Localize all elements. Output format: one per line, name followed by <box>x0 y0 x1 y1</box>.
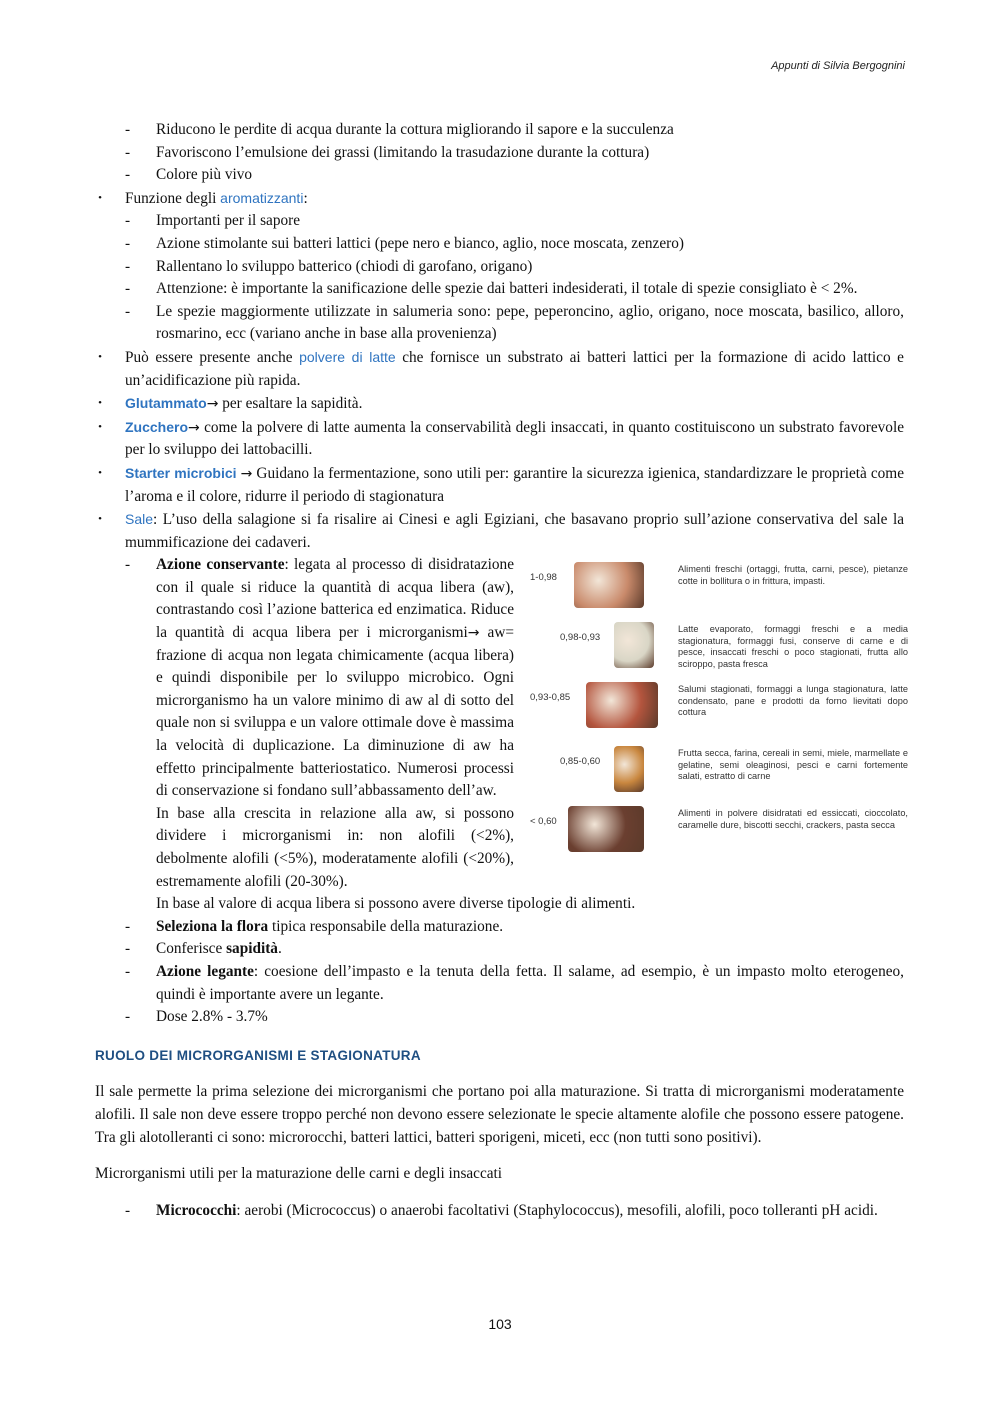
list-item: - Azione legante: coesione dell’impasto e la tenuta della fetta. Il salame, ad esempio, è un impasto molto eterogeneo, quindi è importante avere un legante. <box>125 962 904 1003</box>
bullet-item-zucchero: • Zucchero→ come la polvere di latte aumenta la conservabilità degli insaccati, in quanto costituiscono un substrato favorevole per lo sviluppo dei lattobacilli. <box>95 416 904 462</box>
term-bold: Azione legante <box>156 962 254 980</box>
bullet-icon: • <box>98 466 102 479</box>
aw-category-row <box>528 620 908 676</box>
highlight-term: polvere di latte <box>299 348 396 365</box>
dash-marker: - <box>125 280 131 298</box>
dash-marker: - <box>125 121 131 138</box>
list-item: - Riducono le perdite di acqua durante la cottura migliorando il sapore e la succulenza <box>95 119 904 142</box>
aw-category-row <box>528 680 908 736</box>
aw-range-label: 0,93-0,85 <box>530 692 571 704</box>
document-body <box>95 119 908 1222</box>
fresh-cheese-photo-icon <box>614 622 654 668</box>
dash-marker: - <box>125 234 131 252</box>
list-item: - Importanti per il sapore <box>95 210 904 233</box>
dash-marker: - <box>125 257 131 275</box>
aw-category-description: Frutta secca, farina, cereali in semi, miele, marmellate e gelatine, semi oleaginosi, pesci e carni fortemente salati, estratto di carne <box>678 748 908 782</box>
aw-range-label: 0,98-0,93 <box>560 632 601 644</box>
aw-range-label: < 0,60 <box>530 816 557 828</box>
biscuits-photo-icon <box>568 806 644 852</box>
highlight-term: Zucchero <box>125 418 189 435</box>
bullet-icon: • <box>98 420 102 433</box>
paragraph: Microrganismi utili per la maturazione delle carni e degli insaccati <box>95 1165 503 1183</box>
dash-marker: - <box>125 1008 131 1026</box>
bullet-icon: • <box>98 397 102 410</box>
aw-category-row <box>528 560 908 616</box>
dash-marker: - <box>125 1201 131 1219</box>
dash-marker: - <box>125 166 131 184</box>
cured-meats-photo-icon <box>586 682 658 728</box>
aw-range-label: 1-0,98 <box>530 572 557 584</box>
highlight-term: Glutammato <box>125 395 207 412</box>
page-number: 103 <box>488 1316 512 1332</box>
paragraph: Il sale permette la prima selezione dei microrganismi che portano poi alla maturazione. Si tratta di microrganismi moderatamente alofili. Il sale non deve essere troppo perché non devono essere selezionate le specie altamente alofile che possono essere patogene. Tra gli alotolleranti ci sono: microrocchi, batteri lattici, batteri sporigeni, miceti, ecc (non tutti sono positivi). <box>95 1083 904 1146</box>
page-header-author: Appunti di Silvia Bergognini <box>771 60 905 72</box>
aw-range-label: 0,85-0,60 <box>560 756 601 768</box>
fresh-food-photo-icon <box>574 562 644 608</box>
list-item: - Seleziona la flora tipica responsabile della maturazione. <box>95 916 904 939</box>
highlight-term: Sale <box>125 511 154 528</box>
aw-category-description: Salumi stagionati, formaggi a lunga stagionatura, latte condensato, pane e prodotti da forno lievitati dopo cottura <box>678 684 908 718</box>
list-item: - Colore più vivo <box>95 164 904 187</box>
bullet-icon: • <box>98 350 102 363</box>
dash-marker: - <box>125 212 131 230</box>
bullet-item-polvere-di-latte: • Può essere presente anche polvere di latte che fornisce un substrato ai batteri lattici per la formazione di acido lattico e un’acidificazione più rapida. <box>95 346 904 392</box>
list-item-azione-conservante: - 1-0,98 Alimenti freschi (ortaggi, frutta, carni, pesce), pietanze cotte in bollitura o in frittura, impasti. 0,98-0,93 Latte evaporato, formaggi freschi e a media stagionatura, formaggi fusi, conserve di carne e di pesce, insaccati freschi o poco stagionati, frutta allo sciroppo, pasta fresca 0,93-0,85 Salumi stagionati, formaggi a lunga stagionatura, latte condensato, pane e prodotti da forno lievitati dopo cottura 0,85-0,60 Frutta secca, farina, cereali in semi, miele, marmellate e gelatine, semi oleaginosi, pesci e carni fortemente salati, estratto di carne < 0,60 Alimenti in polvere disidratati ed essiccati, cioccolato, caramelle dure, biscotti secchi, crackers, pasta secca Azione conservante: legata al processo di disidratazione con il quale si riduce la quantità di acqua libera (aw), contrastando così l’azione batterica ed enzimatica. Riduce la quantità di acqua libera per i microrganismi→ aw= frazione di acqua non legata chimicamente (acqua libera) e quindi disponibile per lo sviluppo microbico. Ogni microrganismo ha un valore minimo di aw al di sotto del quale non si sviluppa e un valore ottimale dove è massima la velocità di duplicazione. La diminuzione di aw ha effetto principalmente batteriostatico. Numerosi processi di conservazione si fondano sull’abbassamento dell’aw. In base alla crescita in relazione alla aw, si possono dividere i microrganismi in: non alofili (<2%), debolmente alofili (<5%), moderatamente alofili (<20%), estremamente alofili (20-30%). In base al valore di acqua libera si possono avere diverse tipologie di alimenti. <box>125 556 908 913</box>
list-item: - Rallentano lo sviluppo batterico (chiodi di garofano, origano) <box>95 256 904 279</box>
list-item-micrococchi: - Micrococchi: aerobi (Micrococcus) o anaerobi facoltativi (Staphylococcus), mesofili, alofili, poco tolleranti pH acidi. <box>95 1200 904 1223</box>
term-bold: Seleziona la flora <box>156 917 269 935</box>
dash-marker: - <box>125 962 131 980</box>
list-item: - Le spezie maggiormente utilizzate in salumeria sono: pepe, peperoncino, aglio, origano, noce moscata, basilico, alloro, rosmarino, ecc (variano anche in base alla provenienza) <box>125 302 904 343</box>
highlight-term: aromatizzanti <box>220 189 304 206</box>
list-item: - Favoriscono l’emulsione dei grassi (limitando la trasudazione durante la cottura) <box>95 142 904 165</box>
aw-category-description: Alimenti in polvere disidratati ed essiccati, cioccolato, caramelle dure, biscotti secchi, crackers, pasta secca <box>678 808 908 830</box>
bullet-item-aromatizzanti: • Funzione degli aromatizzanti: <box>95 187 904 211</box>
term-bold: Micrococchi <box>156 1201 237 1219</box>
list-item: - Azione stimolante sui batteri lattici (pepe nero e bianco, aglio, noce moscata, zenzero) <box>95 233 904 256</box>
aw-category-description: Latte evaporato, formaggi freschi e a media stagionatura, formaggi fusi, conserve di carne e di pesce, insaccati freschi o poco stagionati, frutta allo sciroppo, pasta fresca <box>678 624 908 669</box>
aw-category-row <box>528 804 908 860</box>
arrow-right-icon: → <box>467 625 480 642</box>
dash-marker: - <box>125 143 131 161</box>
bullet-icon: • <box>98 513 102 526</box>
dash-marker: - <box>125 302 131 320</box>
aw-category-description: Alimenti freschi (ortaggi, frutta, carni, pesce), pietanze cotte in bollitura o in frittura, impasti. <box>678 564 908 586</box>
aw-category-row <box>528 744 908 800</box>
water-activity-figure <box>528 554 908 862</box>
bullet-item-starter: • Starter microbici → Guidano la fermentazione, sono utili per: garantire la sicurezza igienica, standardizzare le proprietà come l’aroma e il colore, ridurre il periodo di stagionatura <box>95 462 904 508</box>
arrow-right-icon: → <box>206 396 219 413</box>
section-title: RUOLO DEI MICRORGANISMI E STAGIONATURA <box>95 1047 421 1063</box>
bullet-item-sale: • Sale: L’uso della salagione si fa risalire ai Cinesi e agli Egiziani, che basavano proprio sull’azione conservativa del sale la mummificazione dei cadaveri. <box>95 508 904 554</box>
list-item: - Dose 2.8% - 3.7% <box>95 1006 904 1029</box>
highlight-term: Starter microbici <box>125 464 237 481</box>
dash-marker: - <box>125 940 131 958</box>
term-bold: sapidità <box>226 940 278 958</box>
bullet-item-glutammato: • Glutammato→ per esaltare la sapidità. <box>95 392 904 416</box>
dried-fruit-photo-icon <box>614 746 644 792</box>
arrow-right-icon: → <box>240 465 253 482</box>
arrow-right-icon: → <box>188 419 200 436</box>
dash-marker: - <box>125 917 131 935</box>
bullet-icon: • <box>98 191 102 204</box>
list-item: - Attenzione: è importante la sanificazione delle spezie dai batteri indesiderati, il totale di spezie consigliato è < 2%. <box>95 278 904 301</box>
dash-marker: - <box>125 556 131 574</box>
term-bold: Azione conservante <box>156 556 285 574</box>
list-item: - Conferisce sapidità. <box>95 938 904 961</box>
